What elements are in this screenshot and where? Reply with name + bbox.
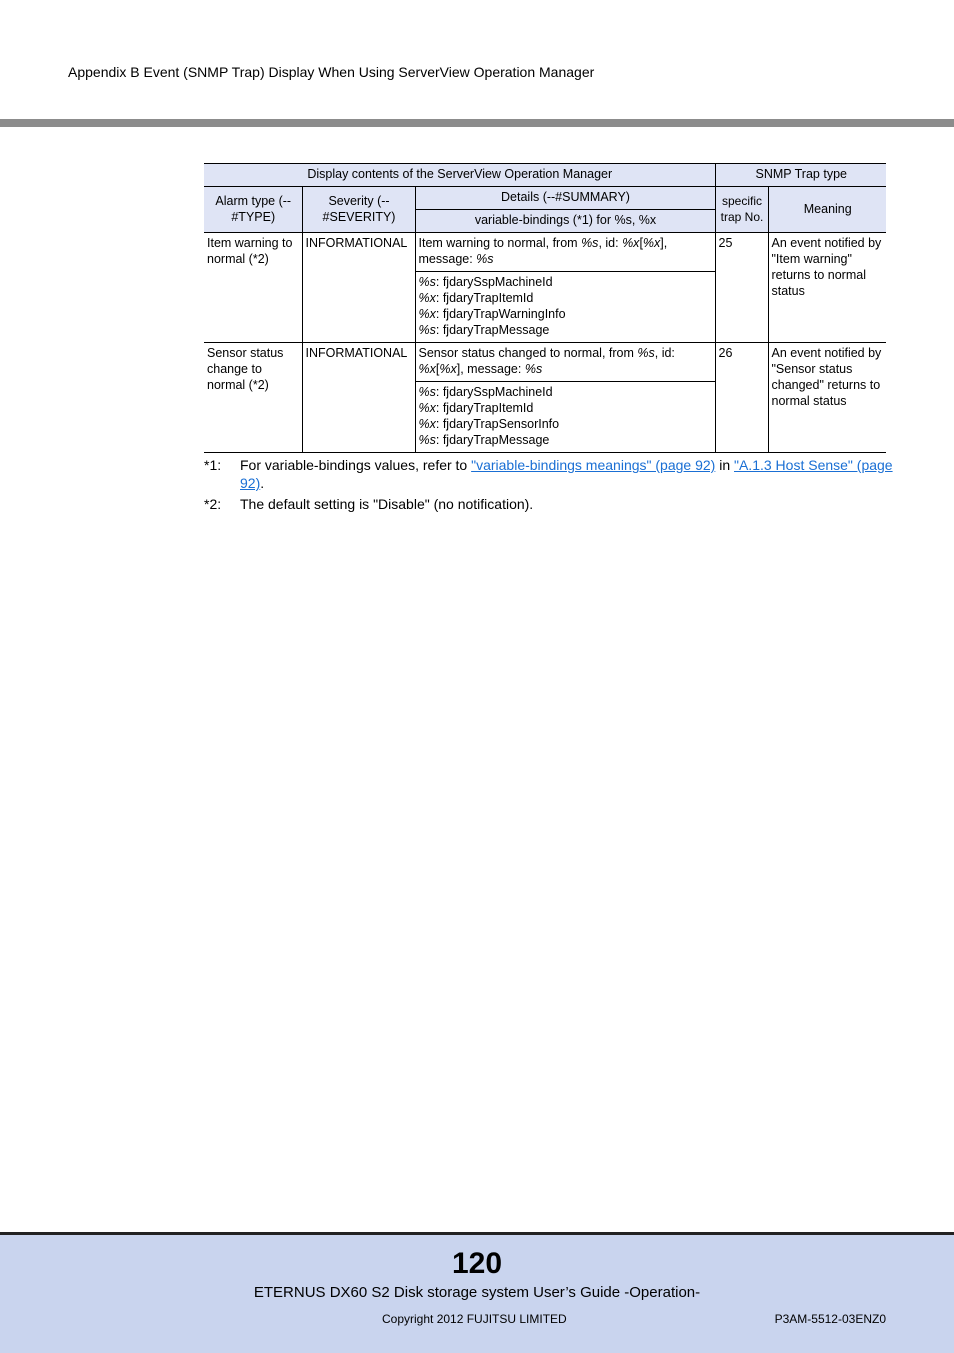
table-row bbox=[204, 233, 886, 272]
snmp-trap-table bbox=[204, 163, 886, 453]
note-1: *1: For variable-bindings values, refer to "variable-bindings meanings" (page 92) in "A.1.3 Host Sense" (page 92). bbox=[204, 457, 893, 491]
col-severity: Severity (--#SEVERITY) bbox=[302, 187, 415, 233]
link-variable-bindings[interactable]: "variable-bindings meanings" (page 92) bbox=[471, 457, 716, 473]
running-header: Appendix B Event (SNMP Trap) Display When Using ServerView Operation Manager bbox=[68, 64, 595, 80]
group-header-display: Display contents of the ServerView Operation Manager bbox=[204, 164, 715, 187]
col-varbind: variable-bindings (*1) for %s, %x bbox=[415, 210, 715, 233]
meaning-cell: An event notified by "Item warning" returns to normal status bbox=[768, 233, 886, 343]
severity-cell: INFORMATIONAL bbox=[302, 343, 415, 453]
note-text: The default setting is "Disable" (no notification). bbox=[240, 496, 534, 512]
page-footer bbox=[0, 1232, 954, 1353]
alarm-type-cell: Item warning to normal (*2) bbox=[204, 233, 302, 343]
group-header-snmp: SNMP Trap type bbox=[715, 164, 886, 187]
severity-cell: INFORMATIONAL bbox=[302, 233, 415, 343]
varbind-cell: %s: fjdarySspMachineId %x: fjdaryTrapItemId %x: fjdaryTrapWarningInfo %s: fjdaryTrapMessage bbox=[415, 272, 715, 343]
note-2 bbox=[204, 495, 894, 513]
header-rule bbox=[0, 119, 954, 127]
summary-cell: Item warning to normal, from %s, id: %x[%x], message: %s bbox=[415, 233, 715, 272]
meaning-cell: An event notified by "Sensor status changed" returns to normal status bbox=[768, 343, 886, 453]
trap-no-cell: 25 bbox=[715, 233, 768, 343]
document-code: P3AM-5512-03ENZ0 bbox=[774, 1312, 886, 1326]
col-trap-no: specific trap No. bbox=[715, 187, 768, 233]
col-details: Details (--#SUMMARY) bbox=[415, 187, 715, 210]
page-number: 120 bbox=[451, 1247, 503, 1280]
alarm-type-cell: Sensor status change to normal (*2) bbox=[204, 343, 302, 453]
trap-no-cell: 26 bbox=[715, 343, 768, 453]
table-row bbox=[204, 343, 886, 382]
col-alarm-type: Alarm type (--#TYPE) bbox=[204, 187, 302, 233]
col-meaning: Meaning bbox=[768, 187, 886, 233]
copyright: Copyright 2012 FUJITSU LIMITED bbox=[382, 1312, 567, 1326]
note-mark: *1: bbox=[204, 457, 222, 473]
summary-cell: Sensor status changed to normal, from %s, id: %x[%x], message: %s bbox=[415, 343, 715, 382]
varbind-cell: %s: fjdarySspMachineId %x: fjdaryTrapItemId %x: fjdaryTrapSensorInfo %s: fjdaryTrapMessage bbox=[415, 382, 715, 453]
link-host-sense[interactable]: "A.1.3 Host Sense" (page 92) bbox=[240, 457, 893, 491]
note-mark: *2: bbox=[204, 496, 222, 512]
document-title: ETERNUS DX60 S2 Disk storage system User’s Guide -Operation- bbox=[253, 1284, 701, 1301]
table-notes bbox=[204, 456, 894, 516]
